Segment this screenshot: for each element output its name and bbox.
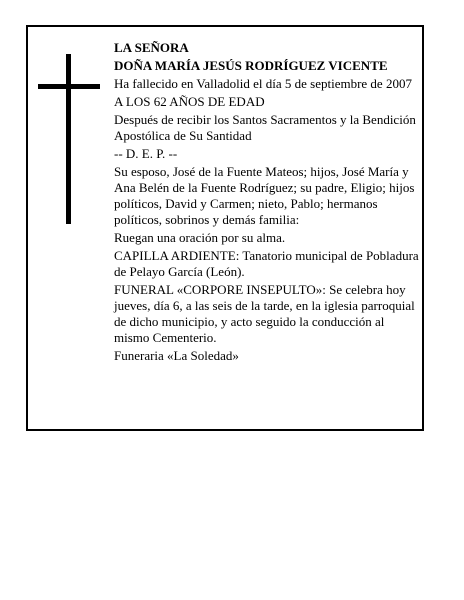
cross-icon	[38, 54, 100, 224]
death-statement: Ha fallecido en Valladolid el día 5 de septiembre de 2007	[114, 76, 412, 91]
chapel-info: CAPILLA ARDIENTE: Tanatorio municipal de Pobladura de Pelayo García (León).	[114, 248, 419, 279]
family-statement: Su esposo, José de la Fuente Mateos; hijos, José María y Ana Belén de la Fuente Rodríguez; su padre, Eligio; hijos políticos, David y Carmen; nieto, Pablo; hermanos políticos, sobrinos y demás familia:	[114, 164, 415, 227]
sacraments-statement: Después de recibir los Santos Sacramentos y la Bendición Apostólica de Su Santidad	[114, 112, 416, 143]
deceased-name: DOÑA MARÍA JESÚS RODRÍGUEZ VICENTE	[114, 58, 388, 73]
prayer-request: Ruegan una oración por su alma.	[114, 230, 286, 245]
age-statement: A LOS 62 AÑOS DE EDAD	[114, 94, 265, 109]
funeral-info: FUNERAL «CORPORE INSEPULTO»: Se celebra hoy jueves, día 6, a las seis de la tarde, en la iglesia parroquial de dicho municipio, y acto seguido la conducción al mismo Cementerio.	[114, 282, 415, 345]
cross-vertical-bar	[66, 54, 71, 224]
funeral-home: Funeraria «La Soledad»	[114, 348, 239, 363]
cross-horizontal-bar	[38, 84, 100, 89]
rest-in-peace: -- D. E. P. --	[114, 146, 178, 161]
obituary-notice	[26, 25, 424, 431]
notice-text	[114, 40, 422, 366]
notice-title: LA SEÑORA	[114, 40, 189, 55]
